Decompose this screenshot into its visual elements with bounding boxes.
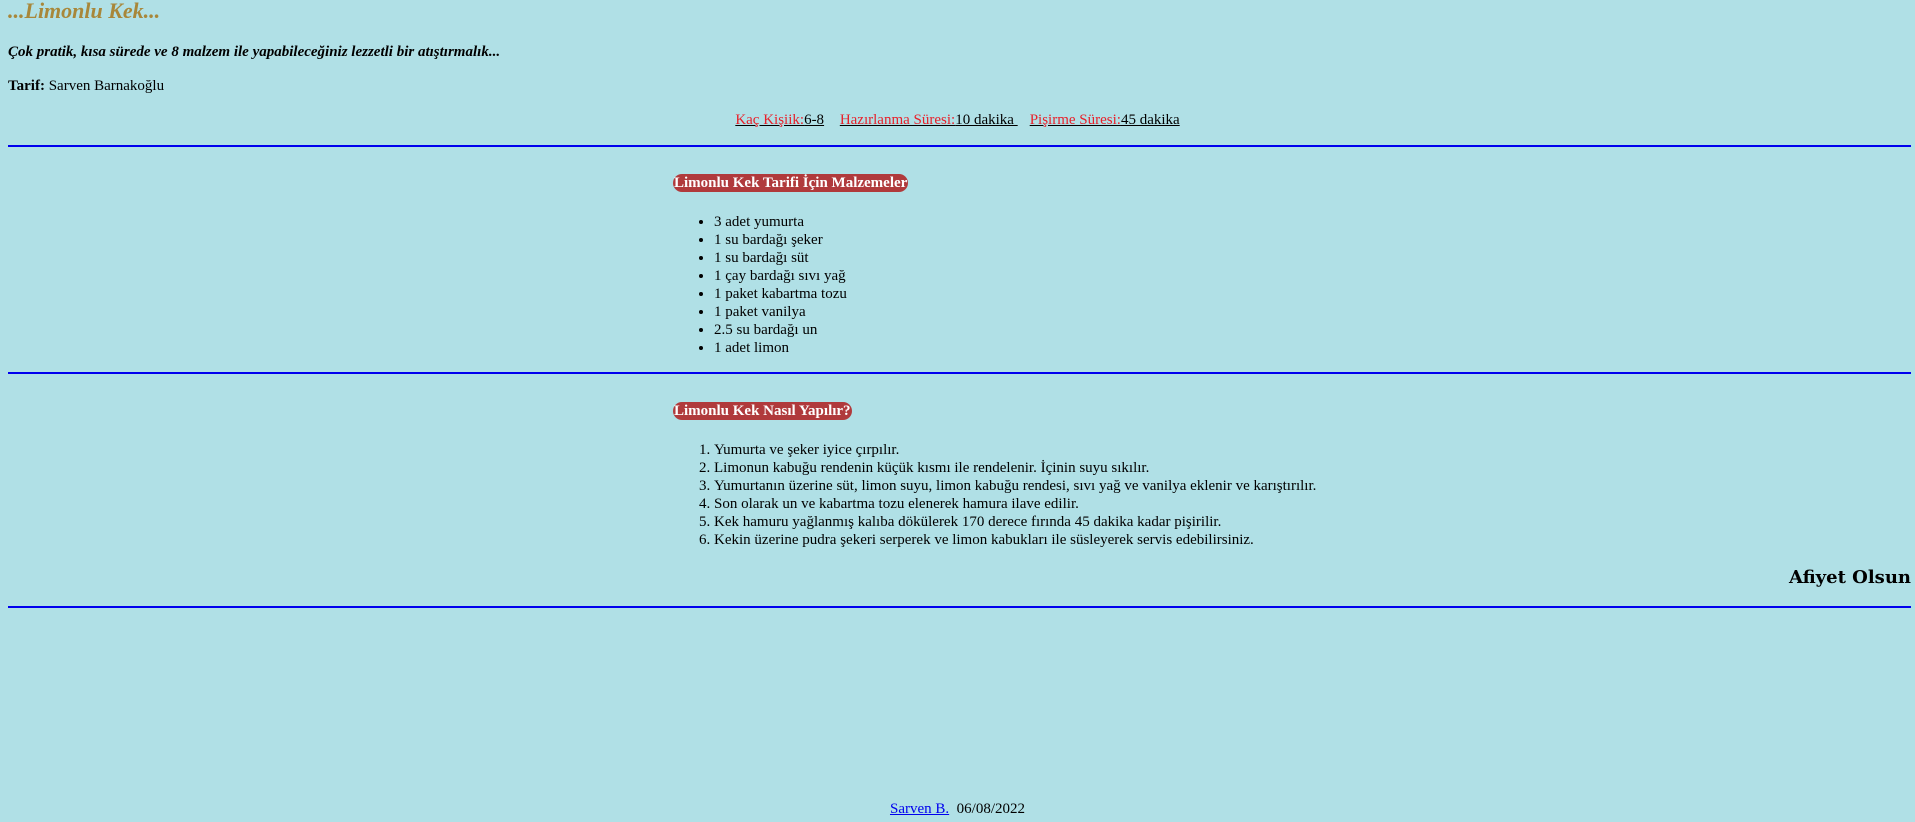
ingredient-item: • 1 paket vanilya bbox=[714, 303, 847, 321]
page-title: ...Limonlu Kek... bbox=[8, 0, 161, 23]
servings-value: 6-8 bbox=[804, 112, 825, 128]
ingredient-item: • 2.5 su bardağı un bbox=[714, 321, 847, 339]
cook-time-label: Pişirme Süresi: bbox=[1029, 112, 1121, 128]
closing-text: Afiyet Olsun bbox=[1788, 567, 1911, 588]
ingredient-item: • 1 çay bardağı sıvı yağ bbox=[714, 267, 847, 285]
servings-link[interactable] bbox=[735, 112, 824, 128]
divider bbox=[8, 372, 1911, 374]
step-item: 3. Yumurtanın üzerine süt, limon suyu, limon kabuğu rendesi, sıvı yağ ve vanilya eklenir ve karıştırılır. bbox=[714, 477, 1316, 495]
divider bbox=[8, 606, 1911, 608]
prep-time-link[interactable] bbox=[840, 112, 1018, 128]
prep-time-value: 10 dakika bbox=[955, 112, 1018, 128]
step-item: 1. Yumurta ve şeker iyice çırpılır. bbox=[714, 441, 1316, 459]
footer bbox=[0, 801, 1915, 818]
ingredient-item: • 3 adet yumurta bbox=[714, 213, 847, 231]
step-item: 4. Son olarak un ve kabartma tozu elenerek hamura ilave edilir. bbox=[714, 495, 1316, 513]
recipe-meta bbox=[0, 112, 1915, 129]
ingredients-heading: Limonlu Kek Tarifi İçin Malzemeler bbox=[674, 175, 908, 191]
ingredients-list bbox=[674, 213, 847, 357]
step-item: 2. Limonun kabuğu rendenin küçük kısmı ile rendelenir. İçinin suyu sıkılır. bbox=[714, 459, 1316, 477]
steps-heading: Limonlu Kek Nasıl Yapılır? bbox=[674, 403, 851, 419]
steps-list bbox=[674, 441, 1316, 549]
author-name: Sarven Barnakoğlu bbox=[48, 78, 165, 94]
recipe-author bbox=[8, 78, 164, 95]
ingredient-item: • 1 su bardağı şeker bbox=[714, 231, 847, 249]
divider bbox=[8, 145, 1911, 147]
subtitle: Çok pratik, kısa sürede ve 8 malzem ile yapabileceğiniz lezzetli bir atıştırmalık... bbox=[8, 44, 501, 60]
cook-time-value: 45 dakika bbox=[1120, 112, 1180, 128]
ingredient-item: • 1 adet limon bbox=[714, 339, 847, 357]
ingredient-item: • 1 su bardağı süt bbox=[714, 249, 847, 267]
author-label: Tarif: bbox=[8, 78, 45, 94]
prep-time-label: Hazırlanma Süresi: bbox=[839, 112, 956, 128]
servings-label: Kaç Kişiik: bbox=[735, 112, 805, 128]
step-item: 6. Kekin üzerine pudra şekeri serperek ve limon kabukları ile süsleyerek servis edebilirsiniz. bbox=[714, 531, 1316, 549]
footer-author-link[interactable]: Sarven B. bbox=[889, 801, 950, 817]
step-item: 5. Kek hamuru yağlanmış kalıba dökülerek 170 derece fırında 45 dakika kadar pişirilir. bbox=[714, 513, 1316, 531]
ingredient-item: • 1 paket kabartma tozu bbox=[714, 285, 847, 303]
cook-time-link[interactable] bbox=[1030, 112, 1180, 128]
footer-date: 06/08/2022 bbox=[956, 801, 1025, 817]
